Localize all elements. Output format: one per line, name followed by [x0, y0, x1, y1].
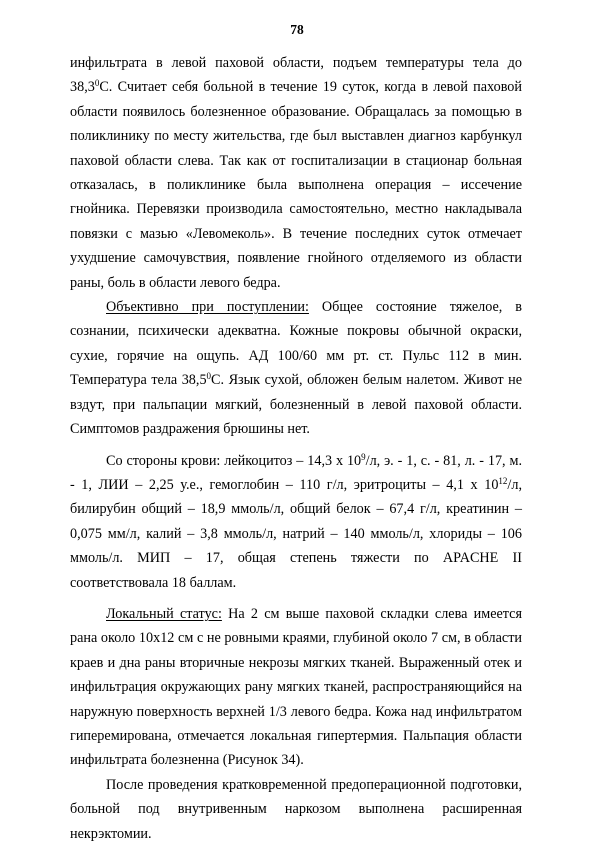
paragraph-objective-exam [70, 295, 522, 441]
blood-tests-text-rest: /л, билирубин общий – 18,9 ммоль/л, общий белок – 67,4 г/л, креатинин – 0,075 мм/л, калий – 3,8 ммоль/л, натрий – 140 ммоль/л, хлориды – 106 ммоль/л. МИП – 17, общая степень тяжести по APACHE II соответствовала 18 баллам. [70, 476, 522, 591]
blood-tests-text-start: Со стороны крови: лейкоцитоз – 14,3 х 10 [106, 452, 362, 469]
temperature-degree-superscript: 0 [94, 78, 100, 89]
document-body [70, 51, 522, 846]
paragraph-blood-tests [70, 449, 522, 595]
page-number: 78 [290, 22, 304, 37]
leukocytes-exponent: 9 [361, 451, 366, 462]
anamnesis-text-rest: С. Считает себя больной в течение 19 суток, когда в левой паховой области появилось болезненное образование. Обращалась за помощью в поликлинику по месту жительства, где был выставлен диагноз карбункул паховой области слева. Так как от госпитализации в стационар больная отказалась, в поликлинике была выполнена операция – иссечение гнойника. Перевязки производила самостоятельно, местно накладывала повязки с мазью «Левомеколь». В течение последних суток отмечает ухудшение самочувствия, появление гнойного отделяемого из области раны, боль в области левого бедра. [70, 79, 522, 291]
local-status-heading: Локальный статус: [106, 605, 222, 622]
objective-exam-text-rest: С. Язык сухой, обложен белым налетом. Живот не вздут, при пальпации мягкий, болезненный в левой паховой области. Симптомов раздражения брюшины нет. [70, 372, 522, 438]
paragraph-surgery [70, 773, 522, 846]
erythrocytes-exponent: 12 [498, 475, 508, 486]
temperature-degree-superscript: 0 [206, 371, 212, 382]
paragraph-local-status [70, 602, 522, 773]
local-status-text: На 2 см выше паховой складки слева имеется рана около 10х12 см с не ровными краями, глубиной около 7 см, в области краев и дна раны вторичные некрозы мягких тканей. Выраженный отек и инфильтрация окружающих рану мягких тканей, распространяющийся на наружную поверхность верхней 1/3 левого бедра. Кожа над инфильтратом гиперемирована, отмечается локальная гипертермия. Пальпация области инфильтрата болезненна (Рисунок 34). [70, 605, 522, 769]
paragraph-anamnesis [70, 51, 522, 295]
surgery-text: После проведения кратковременной предоперационной подготовки, больной под внутривенным наркозом выполнена расширенная некрэктомии. [70, 776, 522, 842]
objective-exam-heading: Объективно при поступлении: [106, 299, 309, 316]
objective-exam-text-start: Общее состояние тяжелое, в сознании, психически адекватна. Кожные покровы обычной окраски, сухие, горячие на ощупь. АД 100/60 мм рт. ст. Пульс 112 в мин. Температура тела 38,5 [70, 299, 522, 389]
blood-tests-text-middle: /л, э. - 1, с. - 81, л. - 17, м. - 1, ЛИИ – 2,25 у.е., гемоглобин – 110 г/л, эритроциты – 4,1 х 10 [70, 452, 523, 493]
anamnesis-text-start: инфильтрата в левой паховой области, подъем температуры тела до 38,3 [70, 55, 522, 96]
